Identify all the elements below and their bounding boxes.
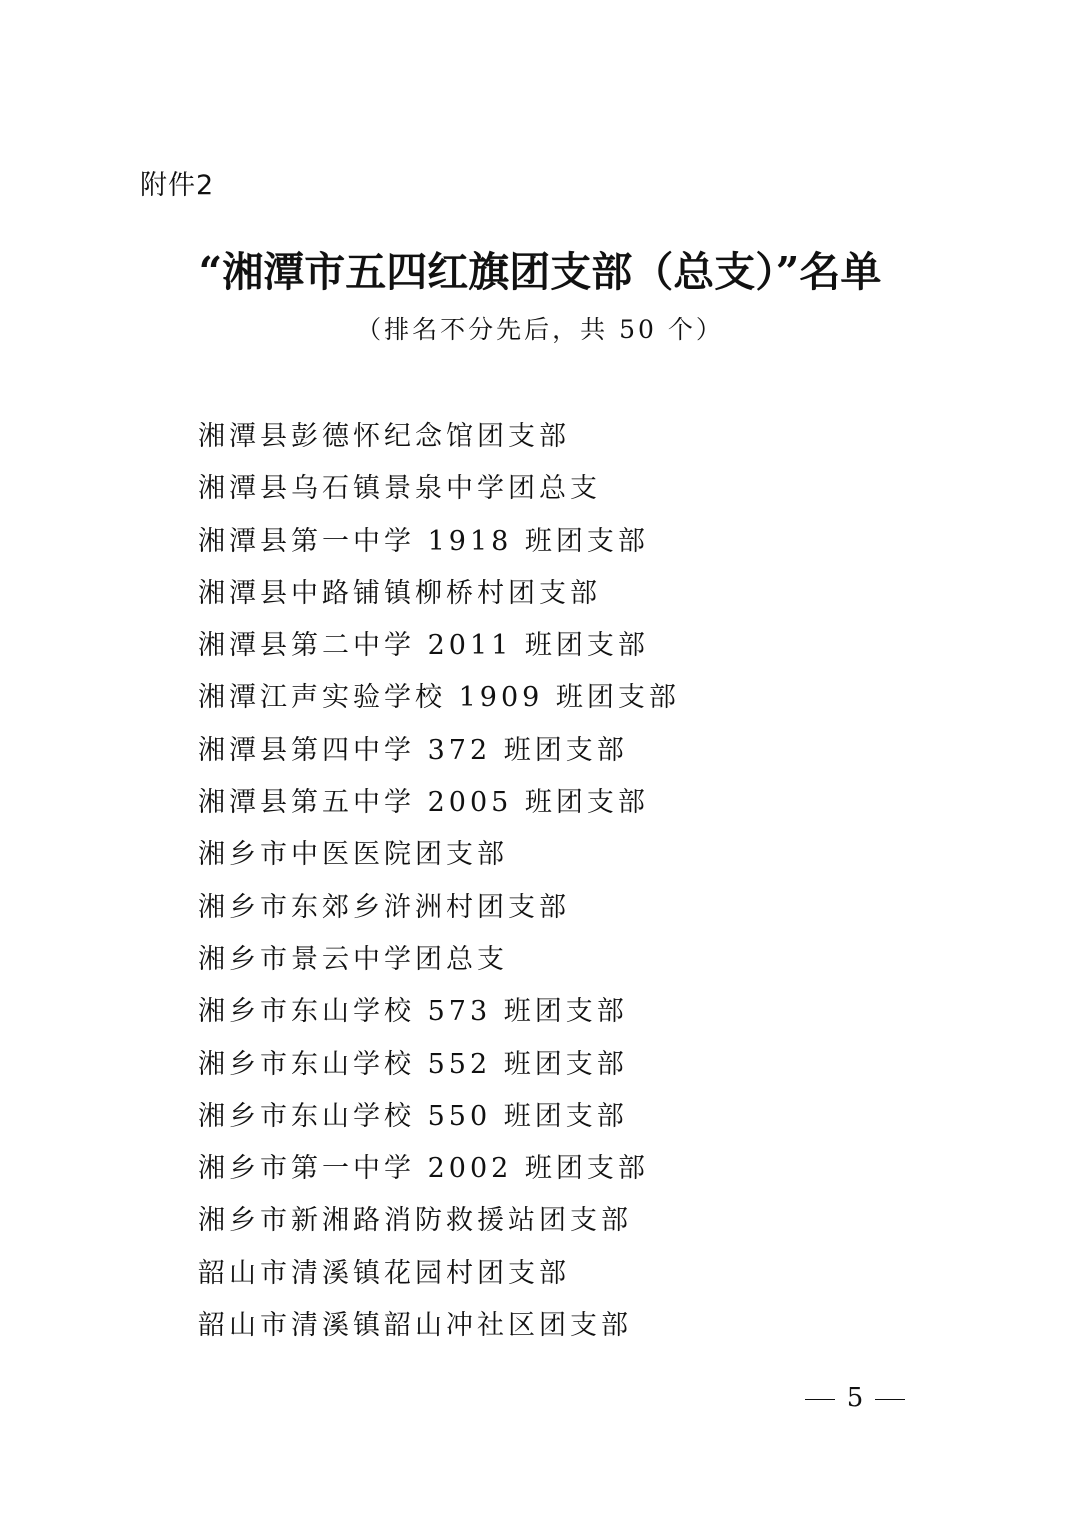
list-item: 湘乡市第一中学 2002 班团支部 [198, 1153, 649, 1185]
list-item: 湘潭县中路铺镇柳桥村团支部 [198, 577, 601, 609]
list-item: 湘乡市景云中学团总支 [198, 943, 508, 975]
document-title: “湘潭市五四红旗团支部（总支）”名单 [198, 248, 882, 296]
list-item: 湘乡市东山学校 550 班团支部 [198, 1100, 628, 1132]
list-item: 韶山市清溪镇花园村团支部 [198, 1257, 570, 1289]
list-item: 湘潭江声实验学校 1909 班团支部 [198, 682, 680, 714]
dash-right [875, 1399, 905, 1400]
list-item: 湘潭县乌石镇景泉中学团总支 [198, 473, 601, 505]
attachment-label: 附件2 [140, 170, 215, 201]
document-subtitle: （排名不分先后，共 50 个） [356, 315, 724, 344]
list-item: 湘乡市新湘路消防救援站团支部 [198, 1205, 632, 1237]
list-item: 韶山市清溪镇韶山冲社区团支部 [198, 1310, 632, 1342]
page-number-value: 5 [846, 1383, 864, 1413]
list-item: 湘乡市东山学校 552 班团支部 [198, 1048, 628, 1080]
list-item: 湘乡市东山学校 573 班团支部 [198, 996, 628, 1028]
list-item: 湘乡市中医医院团支部 [198, 839, 508, 871]
organization-list [198, 411, 680, 1352]
list-item: 湘潭县彭德怀纪念馆团支部 [198, 421, 570, 452]
list-item: 湘潭县第五中学 2005 班团支部 [198, 787, 649, 819]
page-number [0, 1378, 1080, 1418]
list-item: 湘潭县第二中学 2011 班团支部 [198, 630, 649, 662]
list-item: 湘潭县第四中学 372 班团支部 [198, 734, 628, 766]
dash-left [805, 1399, 835, 1400]
list-item: 湘潭县第一中学 1918 班团支部 [198, 525, 649, 557]
list-item: 湘乡市东郊乡浒洲村团支部 [198, 891, 570, 923]
